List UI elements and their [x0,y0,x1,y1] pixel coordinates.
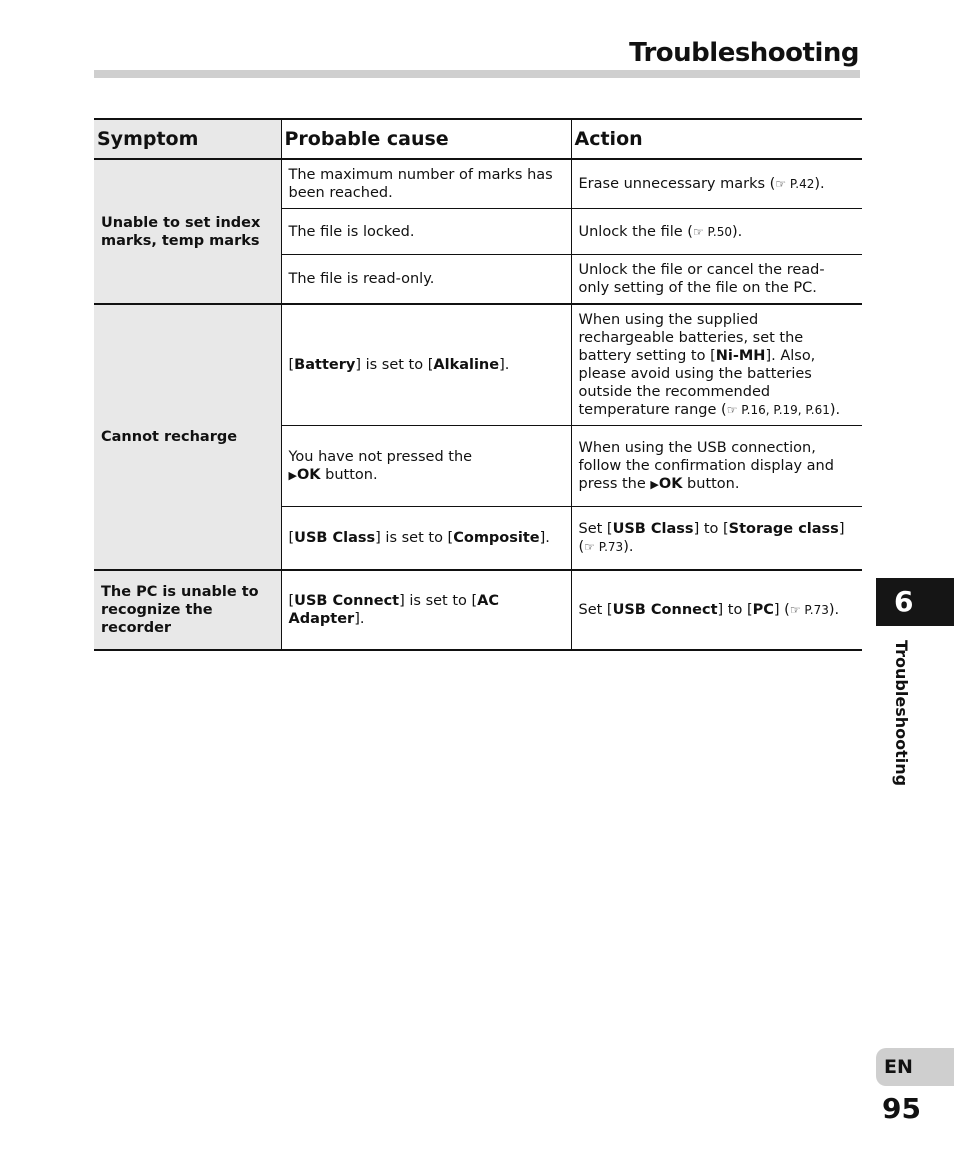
language-tab: EN [876,1048,954,1086]
play-arrow-icon: ▶ [288,468,297,482]
table-row [94,159,862,209]
table-row [94,570,862,650]
cause-cell: [Battery] is set to [Alkaline]. [281,304,571,426]
chapter-number-tab: 6 [876,578,954,626]
column-header-symptom: Symptom [94,119,281,159]
page-number: 95 [882,1092,921,1125]
action-cell: Unlock the file (☞ P.50). [571,209,862,255]
page-reference: ☞ P.73 [584,539,624,554]
action-cell: Set [USB Class] to [Storage class] (☞ P.73). [571,507,862,570]
action-cell: When using the USB connection, follow the confirmation display and press the ▶OK button. [571,426,862,507]
symptom-cell: Unable to set index marks, temp marks [94,159,281,304]
action-cell: Unlock the file or cancel the read-only setting of the file on the PC. [571,255,862,305]
action-cell: When using the supplied rechargeable batteries, set the battery setting to [Ni-MH]. Also, please avoid using the batteries outside the recommended temperature range (☞ P.16, P.19, P.61). [571,304,862,426]
symptom-cell: Cannot recharge [94,304,281,570]
page-reference: ☞ P.16, P.19, P.61 [726,403,830,417]
column-header-action: Action [571,119,862,159]
cause-cell: [USB Connect] is set to [AC Adapter]. [281,570,571,650]
cause-cell: You have not pressed the ▶OK button. [281,426,571,507]
chapter-side-label: Troubleshooting [892,640,911,787]
troubleshooting-table [94,118,862,651]
cause-cell: The maximum number of marks has been reached. [281,159,571,209]
table-row [94,304,862,426]
cause-cell: The file is locked. [281,209,571,255]
page-reference: ☞ P.50 [692,224,732,239]
column-header-cause: Probable cause [281,119,571,159]
action-cell: Set [USB Connect] to [PC] (☞ P.73). [571,570,862,650]
page-reference: ☞ P.42 [775,177,815,191]
play-arrow-icon: ▶ [650,477,659,491]
action-cell: Erase unnecessary marks (☞ P.42). [571,159,862,209]
title-rule [94,70,860,78]
symptom-cell: The PC is unable to recognize the recorder [94,570,281,650]
cause-cell: [USB Class] is set to [Composite]. [281,507,571,570]
page-title: Troubleshooting [629,38,859,68]
table-header-row [94,119,862,159]
cause-cell: The file is read-only. [281,255,571,305]
page-reference: ☞ P.73 [789,602,829,617]
